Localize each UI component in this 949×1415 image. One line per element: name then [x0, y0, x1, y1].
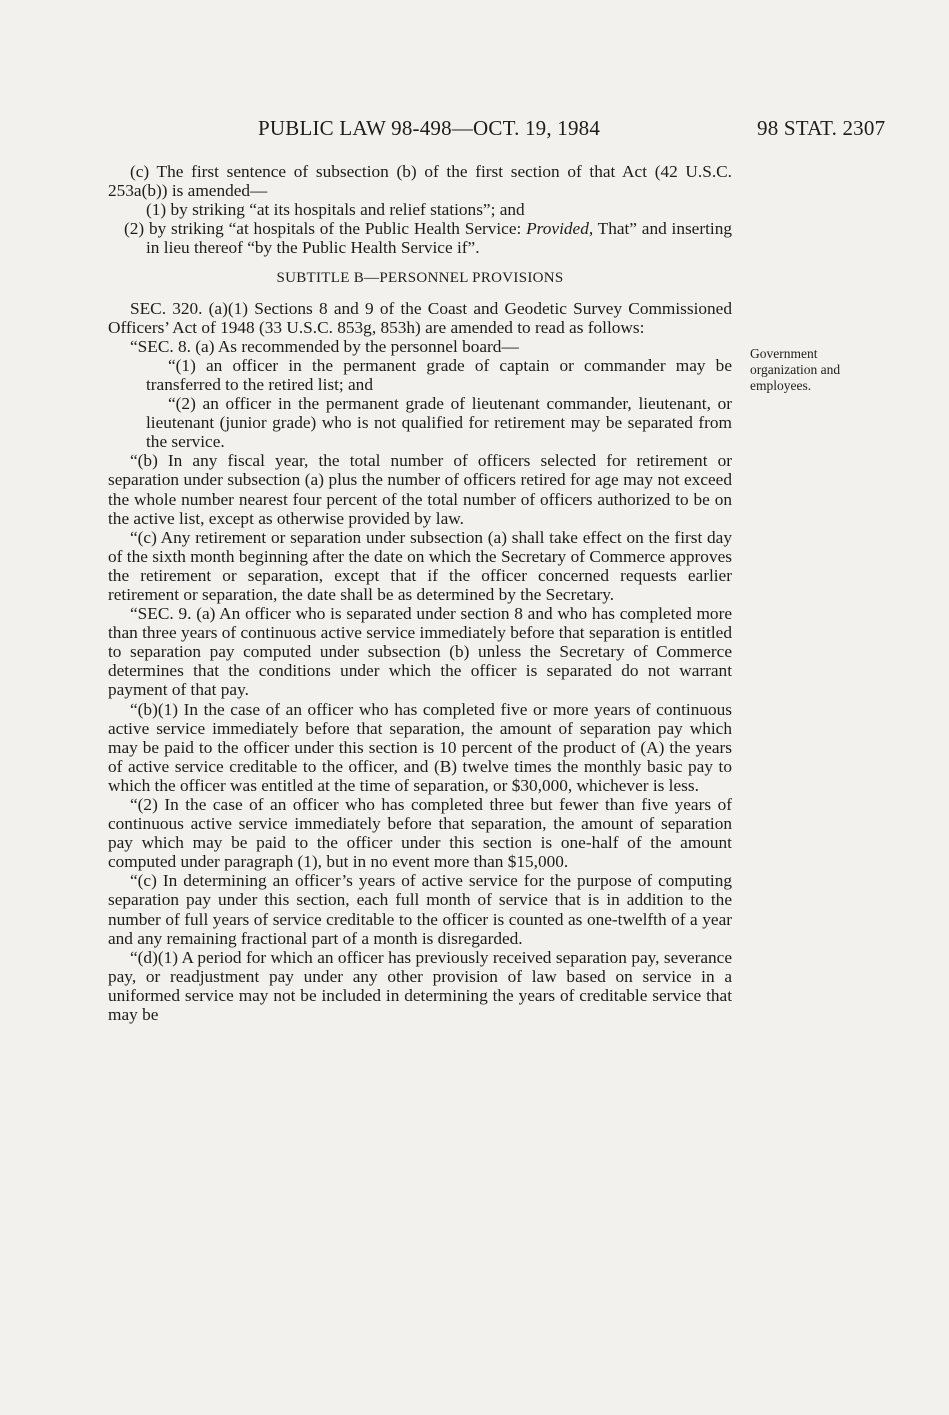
paragraph-c: (c) The first sentence of subsection (b) of the first section of that Act (42 U.S.C. 253a(b)) is amended— — [108, 162, 732, 201]
page-header-statute: 98 STAT. 2307 — [757, 116, 886, 140]
section-8-c: “(c) Any retirement or separation under subsection (a) shall take effect on the first day of the sixth month beginning after the date on which the Secretary of Commerce approves the retirement or separation, except that if the officer concerned requests earlier retirement or separation, the date shall be as determined by the Secretary. — [108, 527, 732, 604]
paragraph-c2-provided: Provided, — [526, 219, 594, 239]
margin-note-line-2: organization and — [750, 362, 841, 377]
page-header-title: PUBLIC LAW 98-498—OCT. 19, 1984 — [258, 116, 601, 140]
paragraph-c1: (1) by striking “at its hospitals and relief stations”; and — [146, 200, 525, 220]
section-8-a-1: “(1) an officer in the permanent grade of captain or commander may be transferred to the retired list; and — [146, 355, 732, 394]
section-8-a: “SEC. 8. (a) As recommended by the personnel board— — [130, 336, 519, 356]
section-8-b: “(b) In any fiscal year, the total number of officers selected for retirement or separation under subsection (a) plus the number of officers retired for age may not exceed the whole number nearest four percent of the total number of officers authorized to be on the active list, except as otherwise provided by law. — [108, 451, 732, 528]
margin-note-line-3: employees. — [750, 378, 812, 393]
body-text — [108, 162, 732, 1024]
section-9-a: “SEC. 9. (a) An officer who is separated under section 8 and who has completed more than three years of continuous active service immediately before that separation is entitled to separation pay computed under subsection (b) unless the Secretary of Commerce determines that the conditions under which the officer is separated do not warrant payment of that pay. — [108, 604, 732, 700]
paragraph-c2-part1: (2) by striking “at hospitals of the Public Health Service: — [124, 219, 527, 239]
paragraph-c2-part2: That” and inserting in lieu thereof “by the Public Health Service if”. — [146, 219, 732, 258]
margin-note-line-1: Government — [750, 346, 818, 361]
section-9-b-1: “(b)(1) In the case of an officer who has completed five or more years of continuous active service immediately before that separation, the amount of separation pay which may be paid to the officer under this section is 10 percent of the product of (A) the years of active service creditable to the officer, and (B) twelve times the monthly basic pay to which the officer was entitled at the time of separation, or $30,000, whichever is less. — [108, 699, 732, 795]
section-9-d-1: “(d)(1) A period for which an officer has previously received separation pay, severance pay, or readjustment pay under any other provision of law based on service in a uniformed service may not be included in determining the years of creditable service that may be — [108, 947, 732, 1025]
paragraph-c2 — [108, 219, 732, 257]
margin-note — [750, 346, 900, 394]
section-8-a-2: “(2) an officer in the permanent grade of lieutenant commander, lieutenant, or lieutenant (junior grade) who is not qualified for retirement may be separated from the service. — [146, 394, 732, 452]
section-9-c: “(c) In determining an officer’s years of active service for the purpose of computing separation pay under this section, each full month of service that is in addition to the number of full years of service creditable to the officer is counted as one-twelfth of a year and any remaining fractional part of a month is disregarded. — [108, 871, 732, 948]
subtitle-heading: SUBTITLE B—PERSONNEL PROVISIONS — [276, 270, 564, 287]
section-9-b-2: “(2) In the case of an officer who has completed three but fewer than five years of continuous active service immediately before that separation, the amount of separation pay which may be paid to the officer under this section is one-half of the amount computed under paragraph (1), but in no event more than $15,000. — [108, 795, 732, 872]
section-320: SEC. 320. (a)(1) Sections 8 and 9 of the Coast and Geodetic Survey Commissioned Officers’ Act of 1948 (33 U.S.C. 853g, 853h) are amended to read as follows: — [108, 298, 732, 337]
